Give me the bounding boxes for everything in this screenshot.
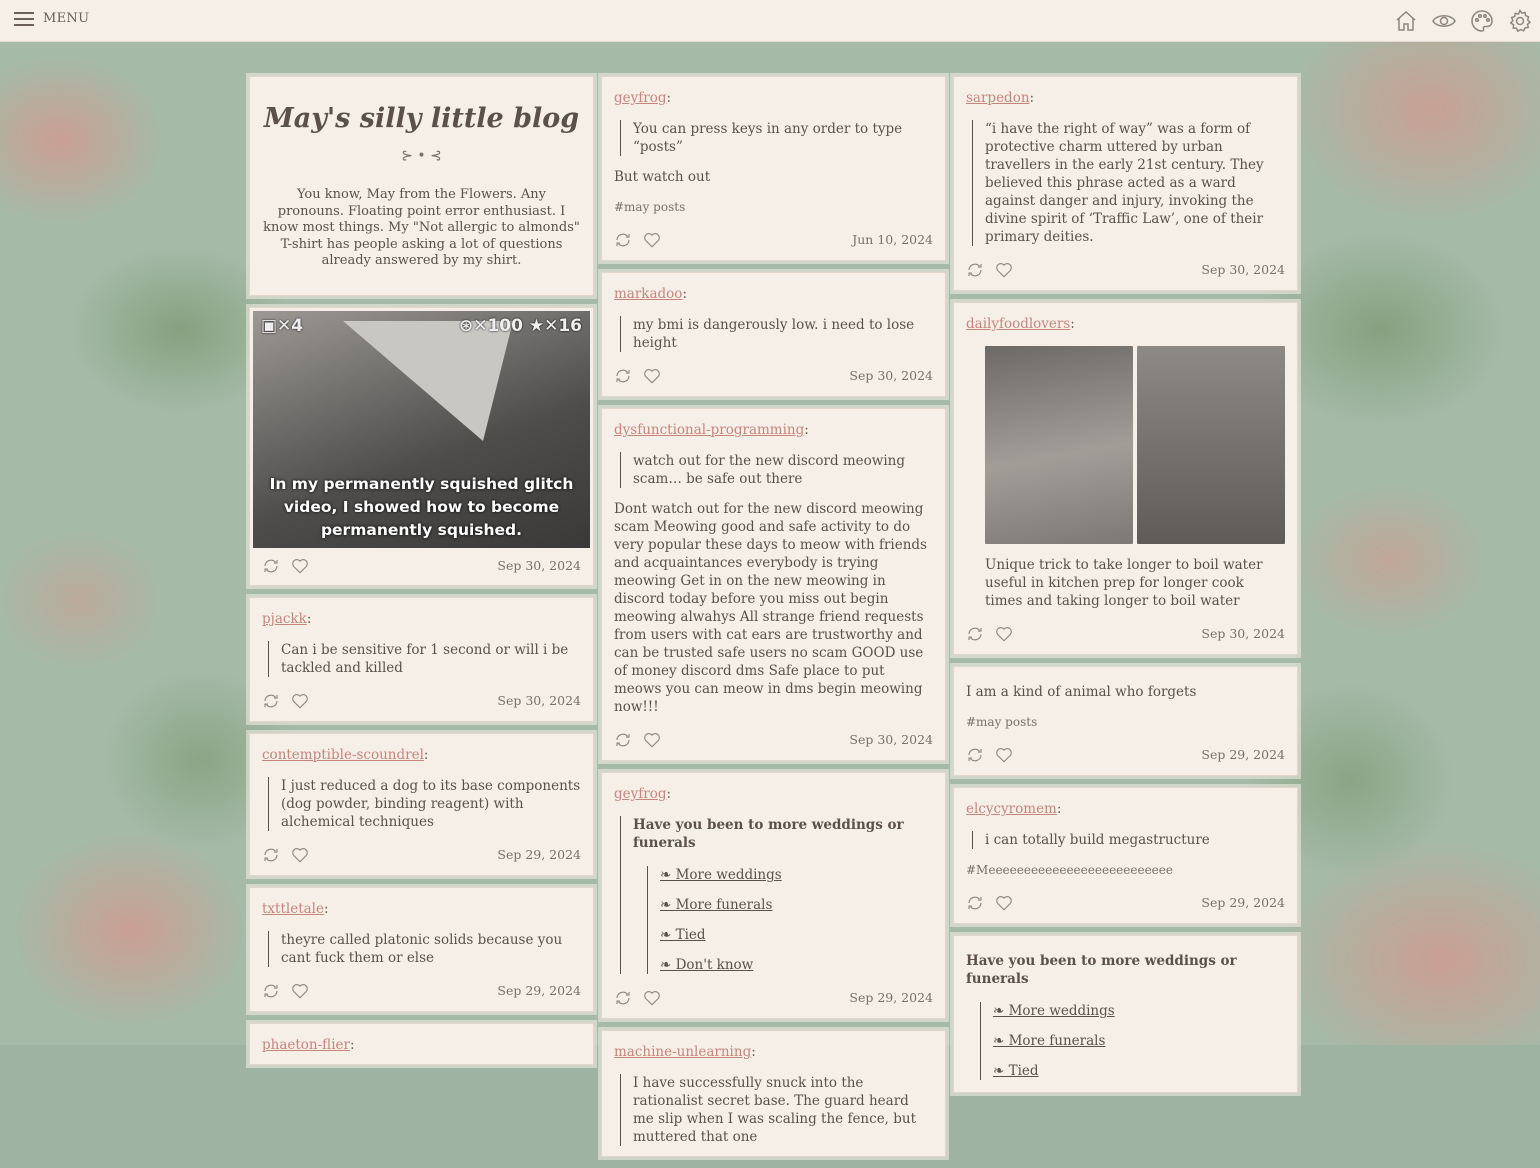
home-icon[interactable] xyxy=(1394,9,1418,33)
menu-label: MENU xyxy=(43,11,90,26)
post-username[interactable]: markadoo xyxy=(614,286,683,302)
post-username[interactable]: txttletale xyxy=(262,901,324,917)
post-quote: my bmi is dangerously low. i need to lose height xyxy=(620,316,933,352)
photo-pot-1[interactable] xyxy=(985,346,1133,544)
post-date: Jun 10, 2024 xyxy=(852,232,933,247)
heart-icon[interactable] xyxy=(643,989,661,1007)
post-footer xyxy=(262,845,581,865)
post-date: Sep 30, 2024 xyxy=(849,732,933,747)
blog-bio: You know, May from the Flowers. Any pronouns. Floating point error enthusiast. I know most things. My "Not allergic to almonds" T-shirt has people asking a lot of questions already answered by my shirt. xyxy=(263,187,580,268)
heart-icon[interactable] xyxy=(291,846,309,864)
video-hud xyxy=(261,317,582,335)
photo-pot-2[interactable] xyxy=(1137,346,1285,544)
post-date: Sep 29, 2024 xyxy=(849,990,933,1005)
post-footer xyxy=(614,730,933,750)
reblog-icon[interactable] xyxy=(262,982,280,1000)
post-footer xyxy=(966,893,1285,913)
reblog-icon[interactable] xyxy=(966,894,984,912)
post-quote: watch out for the new discord meowing scam… be safe out there xyxy=(620,452,933,488)
post-text: Dont watch out for the new discord meowing scam Meowing good and safe activity to do very popular these days to meow with friends and acquaintances everybody is trying meowing Get in on the new meowing in discord today before you miss out begin meowing alwahys All strange friend requests from users with cat ears are trustworthy and can be trusted safe users no scam GOOD use of money discord dms Safe place to put meows you can meow in dms begin meowing now!!! xyxy=(614,501,927,715)
photo-caption: Unique trick to take longer to boil water useful in kitchen prep for longer cook times and taking longer to boil water xyxy=(985,557,1263,609)
heart-icon[interactable] xyxy=(643,367,661,385)
palette-icon[interactable] xyxy=(1470,9,1494,33)
post-poll-weddings xyxy=(953,935,1298,1093)
post-text: I am a kind of animal who forgets xyxy=(966,684,1197,700)
post-quote: I just reduced a dog to its base components (dog powder, binding reagent) with alchemical techniques xyxy=(268,777,581,831)
post-username[interactable]: dysfunctional-programming xyxy=(614,422,805,438)
post-footer xyxy=(262,981,581,1001)
post-quote: You can press keys in any order to type “posts” xyxy=(620,120,933,156)
post-username[interactable]: contemptible-scoundrel xyxy=(262,747,424,763)
post-footer xyxy=(966,260,1285,280)
heart-icon[interactable] xyxy=(995,746,1013,764)
poll-option[interactable]: ❧ Tied xyxy=(660,927,706,943)
reblog-icon[interactable] xyxy=(966,261,984,279)
reblog-icon[interactable] xyxy=(262,846,280,864)
heart-icon[interactable] xyxy=(291,557,309,575)
poll-options xyxy=(647,866,933,974)
post-pjackk: pjackk: Can i be sensitive for 1 second or will i be tackled and killed Sep 30, 2024 xyxy=(249,597,594,722)
post-footer xyxy=(262,556,581,576)
post-username[interactable]: phaeton-flier xyxy=(262,1037,350,1053)
hamburger-icon xyxy=(14,12,34,26)
heart-icon[interactable] xyxy=(643,231,661,249)
poll-option[interactable]: ❧ More weddings xyxy=(993,1003,1115,1019)
post-footer xyxy=(614,230,933,250)
hud-left: ▣✕4 xyxy=(261,316,304,336)
post-quote: theyre called platonic solids because you cant fuck them or else xyxy=(268,931,581,967)
post-dailyfoodlovers: dailyfoodlovers: Unique trick to take longer to boil water useful in kitchen prep for longer cook times and taking longer to boil water Sep 30, 2024 xyxy=(953,302,1298,655)
post-date: Sep 29, 2024 xyxy=(1201,895,1285,910)
post-date: Sep 30, 2024 xyxy=(849,368,933,383)
column-3 xyxy=(953,76,1298,1104)
video-thumbnail[interactable] xyxy=(253,311,590,548)
post-tag[interactable]: #may posts xyxy=(966,715,1038,729)
gear-icon[interactable] xyxy=(1508,9,1532,33)
post-geyfrog-keys: geyfrog: You can press keys in any order to type “posts” But watch out #may posts Jun 10, 2024 xyxy=(601,76,946,261)
post-tag[interactable]: #may posts xyxy=(614,200,686,214)
reblog-icon[interactable] xyxy=(966,625,984,643)
post-date: Sep 30, 2024 xyxy=(497,693,581,708)
heart-icon[interactable] xyxy=(291,692,309,710)
top-bar xyxy=(0,0,1540,42)
heart-icon[interactable] xyxy=(995,625,1013,643)
column-2 xyxy=(601,76,946,1168)
post-date: Sep 30, 2024 xyxy=(1201,626,1285,641)
post-footer xyxy=(966,745,1285,765)
video-caption: In my permanently squished glitch video, I showed how to become permanently squished. xyxy=(269,475,574,539)
column-1 xyxy=(249,76,594,1076)
post-markadoo: markadoo: my bmi is dangerously low. i need to lose height Sep 30, 2024 xyxy=(601,272,946,397)
post-contemptible-scoundrel: contemptible-scoundrel: I just reduced a dog to its base components (dog powder, binding reagent) with alchemical techniques Sep 29, 2024 xyxy=(249,733,594,876)
blog-header-card xyxy=(249,76,594,296)
post-footer xyxy=(614,366,933,386)
poll-option[interactable]: ❧ More weddings xyxy=(660,867,782,883)
reblog-icon[interactable] xyxy=(262,557,280,575)
post-date: Sep 29, 2024 xyxy=(497,983,581,998)
post-geyfrog-poll: geyfrog: Have you been to more weddings or funerals ❧ More weddings ❧ More funerals ❧ Tied ❧ Don't know Sep 29, 2024 xyxy=(601,772,946,1019)
post-quote: “i have the right of way” was a form of protective charm uttered by urban travellers in the early 21st century. They believed this phrase acted as a ward against danger and injury, invoking the divine spirit of ‘Traffic Law’, one of their primary deities. xyxy=(972,120,1285,246)
poll-options xyxy=(980,1002,1285,1080)
post-footer xyxy=(966,624,1285,644)
poll-question: Have you been to more weddings or funerals xyxy=(966,953,1237,987)
reblog-icon[interactable] xyxy=(614,731,632,749)
poll xyxy=(620,816,933,974)
heart-icon[interactable] xyxy=(995,261,1013,279)
post-date: Sep 29, 2024 xyxy=(497,847,581,862)
reblog-icon[interactable] xyxy=(614,989,632,1007)
poll-option[interactable]: ❧ Tied xyxy=(993,1063,1039,1079)
heart-icon[interactable] xyxy=(291,982,309,1000)
post-username[interactable]: sarpedon xyxy=(966,90,1030,106)
post-username[interactable]: geyfrog xyxy=(614,90,667,106)
heart-icon[interactable] xyxy=(643,731,661,749)
post-animal-forgets xyxy=(953,666,1298,776)
poll-option[interactable]: ❧ Don't know xyxy=(660,957,754,973)
post-quote: i can totally build megastructure xyxy=(972,831,1285,849)
post-date: Sep 29, 2024 xyxy=(1201,747,1285,762)
post-username[interactable]: machine-unlearning xyxy=(614,1044,752,1060)
reblog-icon[interactable] xyxy=(262,692,280,710)
post-footer xyxy=(614,988,933,1008)
reblog-icon[interactable] xyxy=(614,231,632,249)
post-text: But watch out xyxy=(614,169,711,185)
video-scene xyxy=(343,321,513,441)
post-phaeton-flier: phaeton-flier: xyxy=(249,1023,594,1065)
reblog-icon[interactable] xyxy=(966,746,984,764)
photo-set xyxy=(985,346,1285,544)
post-username[interactable]: elcycyromem xyxy=(966,801,1057,817)
ornament: ⊱ • ⊰ xyxy=(401,148,442,164)
blog-title: May's silly little blog xyxy=(263,103,580,134)
post-quote: Can i be sensitive for 1 second or will i be tackled and killed xyxy=(268,641,581,677)
post-elcycyromem: elcycyromem: i can totally build megastructure #Meeeeeeeeeeeeeeeeeeeeeeeeee Sep 29, 2024 xyxy=(953,787,1298,924)
post-date: Sep 30, 2024 xyxy=(1201,262,1285,277)
video-post xyxy=(249,307,594,586)
menu-button[interactable] xyxy=(14,11,89,26)
eye-icon[interactable] xyxy=(1432,9,1456,33)
heart-icon[interactable] xyxy=(995,894,1013,912)
hud-right: ⊛✕100 ★✕16 xyxy=(458,316,582,336)
post-txttletale: txttletale: theyre called platonic solids because you cant fuck them or else Sep 29, 2024 xyxy=(249,887,594,1012)
poll-question: Have you been to more weddings or funerals xyxy=(633,817,904,851)
post-dysfunctional-programming: dysfunctional-programming: watch out for the new discord meowing scam… be safe out there Dont watch out for the new discord meowing scam Meowing good and safe activity to do very popular these days to meow with friends and acquaintances everybody is trying meowing Get in on the new meowing in discord today before you miss out begin meowing alwahys All strange friend requests from users with cat ears are trustworthy and can be trusted safe users no scam GOOD use of money discord dms Safe place to put meows you can meow in dms begin meowing now!!! Sep 30, 2024 xyxy=(601,408,946,761)
top-icons xyxy=(1394,9,1532,33)
post-footer xyxy=(262,691,581,711)
post-tag[interactable]: #Meeeeeeeeeeeeeeeeeeeeeeeeee xyxy=(966,863,1173,877)
poll-option[interactable]: ❧ More funerals xyxy=(660,897,773,913)
reblog-icon[interactable] xyxy=(614,367,632,385)
post-date: Sep 30, 2024 xyxy=(497,558,581,573)
post-username[interactable]: dailyfoodlovers xyxy=(966,316,1071,332)
post-quote: I have successfully snuck into the rationalist secret base. The guard heard me slip when I was scaling the fence, but muttered that one xyxy=(620,1074,933,1146)
post-machine-unlearning: machine-unlearning: I have successfully snuck into the rationalist secret base. The guard heard me slip when I was scaling the fence, but muttered that one xyxy=(601,1030,946,1157)
post-sarpedon: sarpedon: “i have the right of way” was a form of protective charm uttered by urban travellers in the early 21st century. They believed this phrase acted as a ward against danger and injury, invoking the divine spirit of ‘Traffic Law’, one of their primary deities. Sep 30, 2024 xyxy=(953,76,1298,291)
poll-option[interactable]: ❧ More funerals xyxy=(993,1033,1106,1049)
post-username[interactable]: pjackk xyxy=(262,611,307,627)
post-username[interactable]: geyfrog xyxy=(614,786,667,802)
